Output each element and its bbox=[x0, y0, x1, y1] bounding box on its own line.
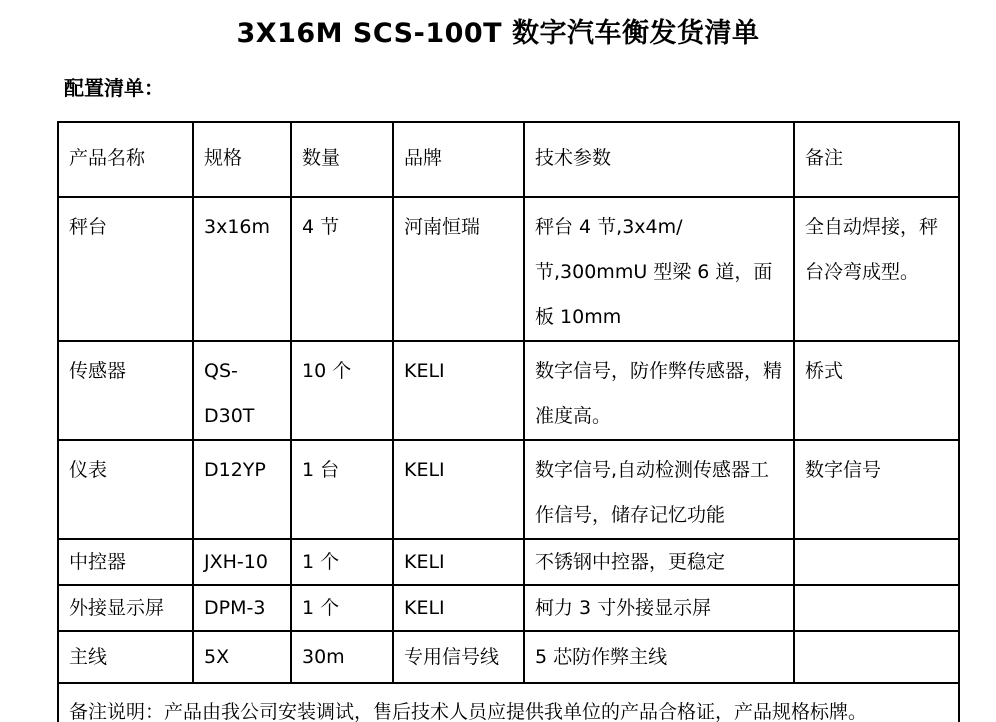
cell-note bbox=[794, 631, 959, 683]
table-header-row bbox=[58, 122, 959, 197]
cell-brand: 河南恒瑞 bbox=[393, 197, 524, 341]
cell-qty: 1 个 bbox=[291, 585, 393, 631]
cell-note bbox=[794, 539, 959, 585]
cell-brand: KELI bbox=[393, 341, 524, 440]
cell-spec: 5X bbox=[193, 631, 291, 683]
column-header-brand: 品牌 bbox=[393, 122, 524, 197]
cell-qty: 10 个 bbox=[291, 341, 393, 440]
cell-qty: 4 节 bbox=[291, 197, 393, 341]
document-title: 3X16M SCS-100T 数字汽车衡发货清单 bbox=[236, 18, 760, 49]
section-label: 配置清单： bbox=[64, 76, 164, 100]
table-row bbox=[58, 440, 959, 539]
cell-note: 数字信号 bbox=[794, 440, 959, 539]
cell-qty: 1 台 bbox=[291, 440, 393, 539]
table-footer-row bbox=[58, 683, 959, 722]
table-row bbox=[58, 197, 959, 341]
footer-note: 备注说明：产品由我公司安装调试，售后技术人员应提供我单位的产品合格证，产品规格标牌。 bbox=[58, 683, 959, 722]
cell-tech: 柯力 3 寸外接显示屏 bbox=[524, 585, 794, 631]
cell-brand: 专用信号线 bbox=[393, 631, 524, 683]
table-row bbox=[58, 341, 959, 440]
column-header-note: 备注 bbox=[794, 122, 959, 197]
cell-brand: KELI bbox=[393, 585, 524, 631]
cell-qty: 30m bbox=[291, 631, 393, 683]
cell-note bbox=[794, 585, 959, 631]
column-header-qty: 数量 bbox=[291, 122, 393, 197]
table-row bbox=[58, 585, 959, 631]
cell-note: 桥式 bbox=[794, 341, 959, 440]
column-header-tech: 技术参数 bbox=[524, 122, 794, 197]
cell-product-name: 传感器 bbox=[58, 341, 193, 440]
cell-brand: KELI bbox=[393, 440, 524, 539]
table-row bbox=[58, 631, 959, 683]
cell-tech: 数字信号，防作弊传感器，精准度高。 bbox=[524, 341, 794, 440]
cell-note: 全自动焊接，秤台冷弯成型。 bbox=[794, 197, 959, 341]
cell-tech: 不锈钢中控器，更稳定 bbox=[524, 539, 794, 585]
cell-product-name: 中控器 bbox=[58, 539, 193, 585]
cell-qty: 1 个 bbox=[291, 539, 393, 585]
spec-table bbox=[57, 121, 960, 722]
cell-spec: DPM-3 bbox=[193, 585, 291, 631]
cell-spec: QS-D30T bbox=[193, 341, 291, 440]
cell-product-name: 秤台 bbox=[58, 197, 193, 341]
cell-brand: KELI bbox=[393, 539, 524, 585]
cell-spec: 3x16m bbox=[193, 197, 291, 341]
cell-spec: JXH-10 bbox=[193, 539, 291, 585]
table-row bbox=[58, 539, 959, 585]
column-header-spec: 规格 bbox=[193, 122, 291, 197]
cell-tech: 秤台 4 节,3x4m/节,300mmU 型梁 6 道，面板 10mm bbox=[524, 197, 794, 341]
cell-tech: 数字信号,自动检测传感器工作信号，储存记忆功能 bbox=[524, 440, 794, 539]
cell-product-name: 外接显示屏 bbox=[58, 585, 193, 631]
cell-spec: D12YP bbox=[193, 440, 291, 539]
column-header-product-name: 产品名称 bbox=[58, 122, 193, 197]
cell-tech: 5 芯防作弊主线 bbox=[524, 631, 794, 683]
cell-product-name: 主线 bbox=[58, 631, 193, 683]
cell-product-name: 仪表 bbox=[58, 440, 193, 539]
